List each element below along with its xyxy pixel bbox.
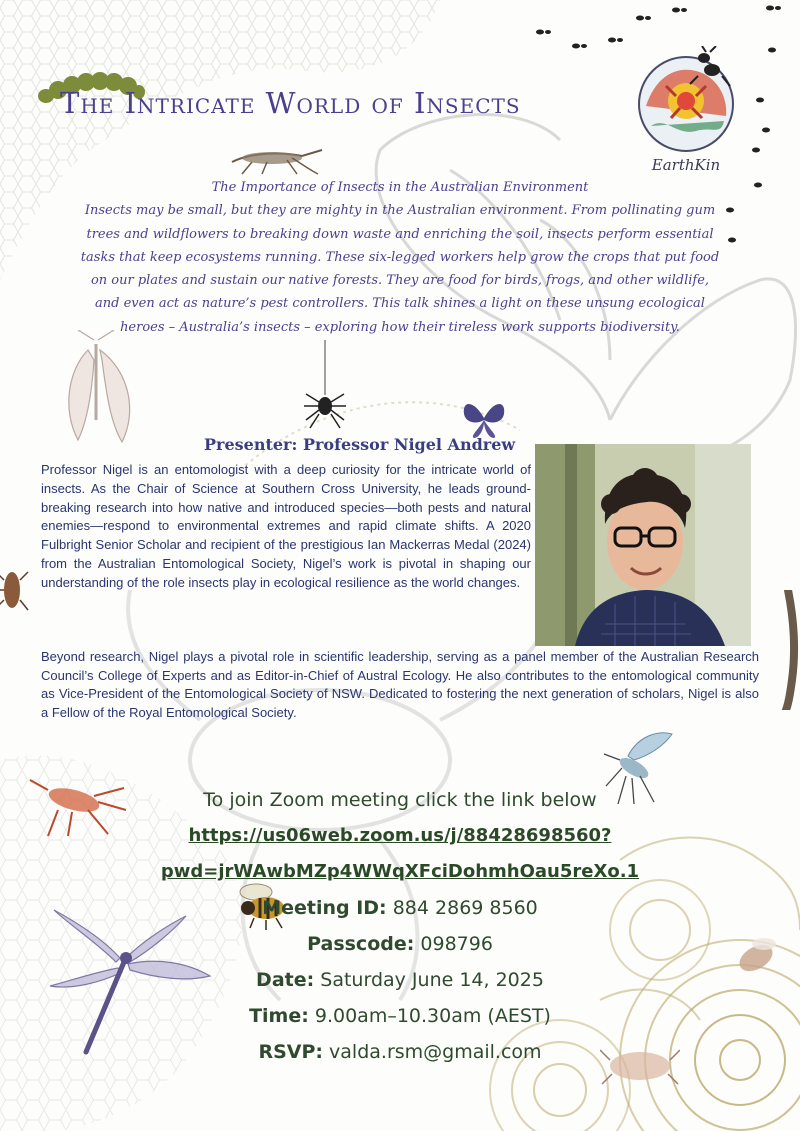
date-label: Date: (256, 969, 315, 991)
zoom-link-line-1[interactable]: https://us06web.zoom.us/j/88428698560? (188, 825, 612, 846)
presenter-heading: Presenter: Professor Nigel Andrew (204, 435, 516, 454)
join-instruction: To join Zoom meeting click the link below (203, 789, 597, 811)
butterfly-icon (460, 396, 508, 440)
time-row (140, 998, 660, 1034)
meeting-info (140, 782, 660, 1070)
earthkin-logo-text: EarthKin (651, 156, 721, 174)
cockroach-icon (0, 560, 30, 620)
rsvp-label: RSVP: (258, 1041, 323, 1063)
presenter-bio-paragraph-1: Professor Nigel is an entomologist with a deep curiosity for the intricate world of insects. As the Chair of Science at Southern Cross University, he leads ground-breaking research into how native and introduced species—both pests and natural enemies—respond to environmental extremes and rapid climate shifts. A 2020 Fulbright Senior Scholar and recipient of the prestigious Ian Mackerras Medal (2024) from the Australian Entomological Society, Nigel’s work is pivotal in shaping our understanding of the role insects play in ecological resilience as the world changes. (41, 462, 531, 590)
rsvp-value[interactable]: valda.rsm@gmail.com (329, 1041, 542, 1063)
meeting-id-value: 884 2869 8560 (392, 897, 538, 919)
passcode-label: Passcode: (307, 933, 415, 955)
rsvp-row (140, 1034, 660, 1070)
intro-heading: The Importance of Insects in the Australian Environment (211, 180, 589, 195)
passcode-row (140, 926, 660, 962)
millipede-icon (774, 590, 800, 710)
meeting-id-row (140, 890, 660, 926)
cricket-icon (28, 760, 128, 840)
bee-right-icon (726, 926, 786, 986)
intro-section (80, 176, 720, 339)
time-label: Time: (249, 1005, 309, 1027)
page-title: The Intricate World of Insects (60, 86, 521, 120)
presenter-bio-paragraph-2: Beyond research, Nigel plays a pivotal role in scientific leadership, serving as a panel member of the Australian Research Council’s College of Experts and as Editor-in-Chief of Austral Ecology. He also contributes to the entomological community as Vice-President of the Entomological Society of NSW. Dedicated to fostering the next generation of scholars, Nigel is also a Fellow of the Royal Entomological Society. (41, 649, 759, 720)
date-row (140, 962, 660, 998)
spider-icon (300, 340, 350, 430)
lacewing-icon (48, 330, 148, 450)
date-value: Saturday June 14, 2025 (320, 969, 544, 991)
intro-body: Insects may be small, but they are mighty in the Australian environment. From pollinating gum trees and wildflowers to breaking down waste and enriching the soil, insects perform essential tasks that keep ecosystems running. These six-legged workers help grow the crops that put food on our plates and sustain our native forests. They are food for birds, frogs, and other wildlife, and even act as nature’s pest controllers. This talk shines a light on these unsung ecological heroes – Australia’s insects – exploring how their tireless work supports biodiversity. (80, 203, 720, 335)
grasshopper-icon (222, 140, 332, 176)
presenter-photo (535, 444, 751, 646)
zoom-link-line-2[interactable]: pwd=jrWAwbMZp4WWqXFciDohmhOau5reXo.1 (160, 861, 640, 882)
beetle-icon (600, 1040, 680, 1090)
time-value: 9.00am–10.30am (AEST) (314, 1005, 551, 1027)
meeting-id-label: Meeting ID: (262, 897, 387, 919)
passcode-value: 098796 (420, 933, 493, 955)
